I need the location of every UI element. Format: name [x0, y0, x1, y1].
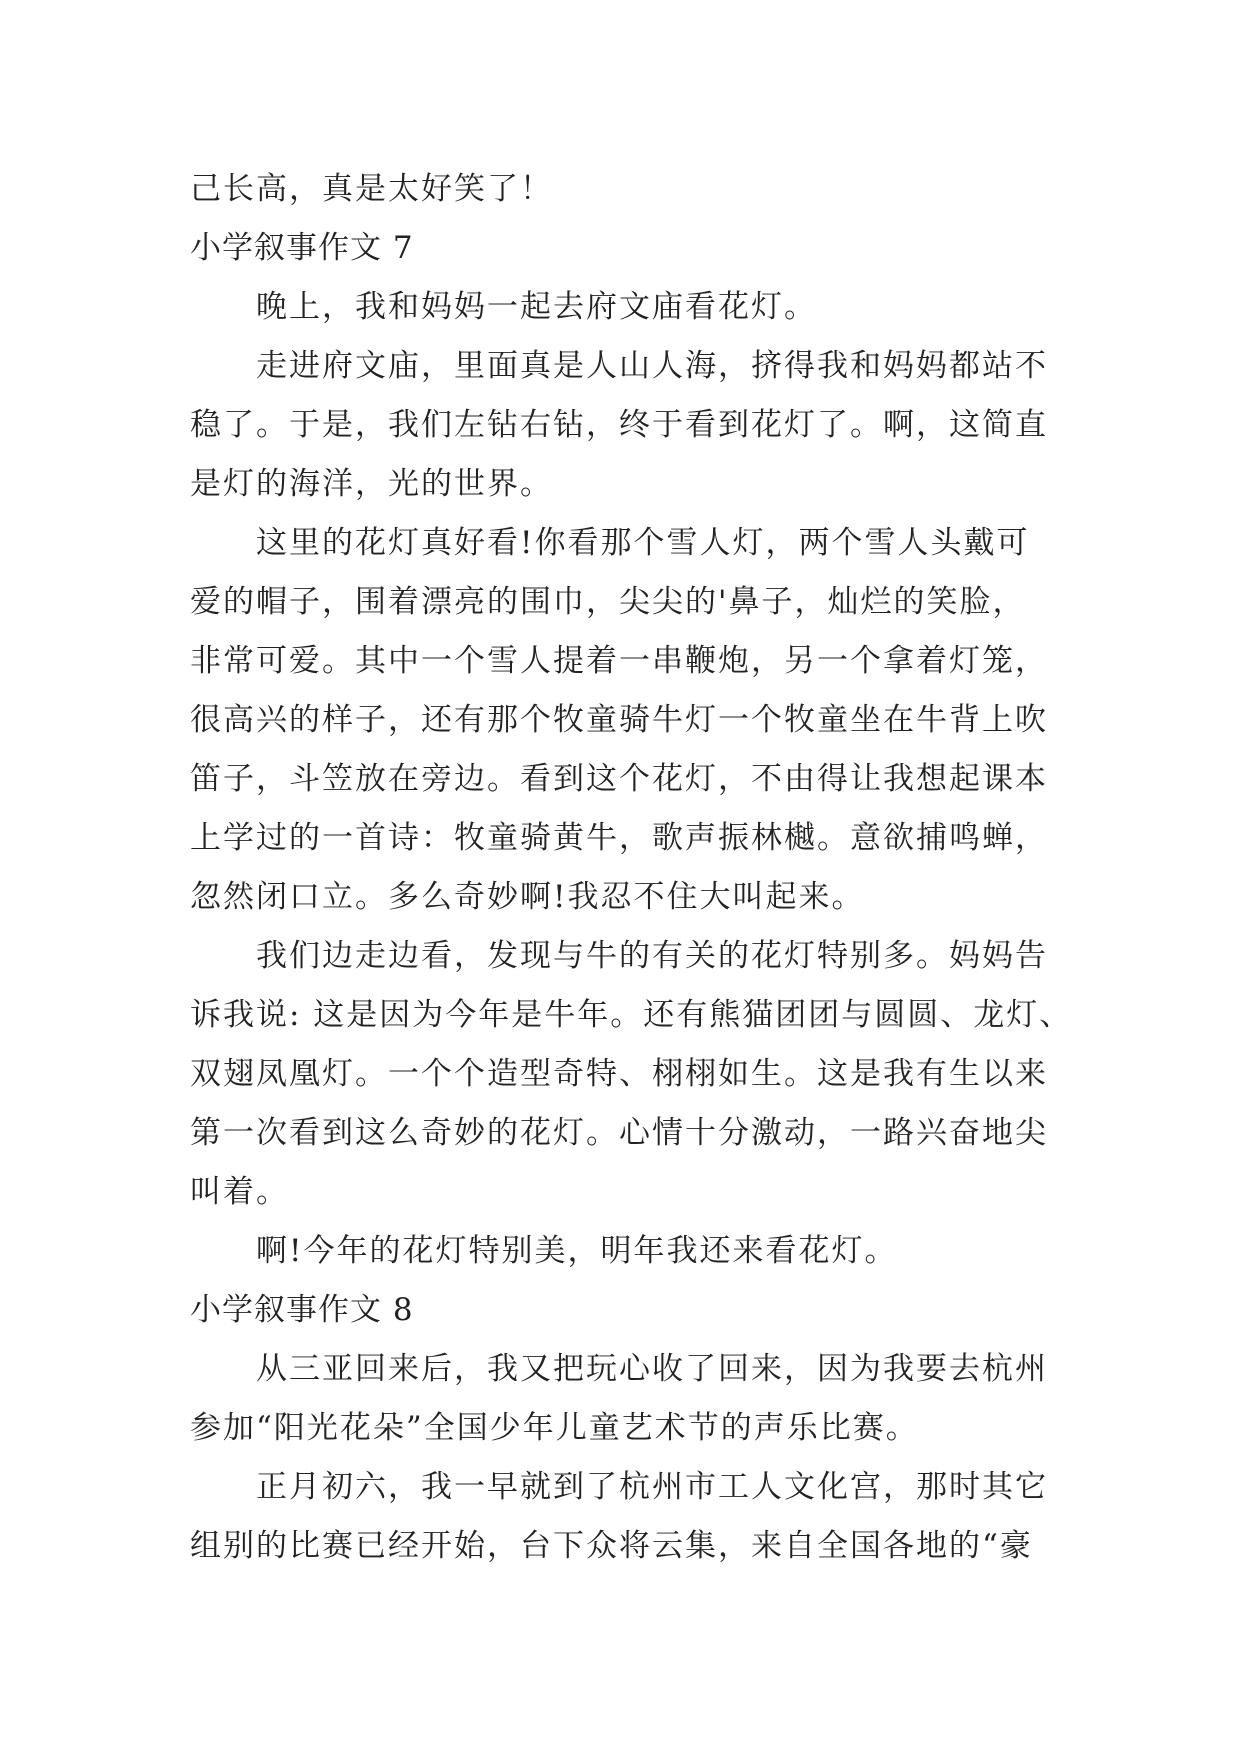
text-line: 很高兴的样子，还有那个牧童骑牛灯一个牧童坐在牛背上吹	[190, 702, 1048, 738]
text-line: 叫着。	[190, 1174, 289, 1210]
text-line: 诉我说: 这是因为今年是牛年。还有熊猫团团与圆圆、龙灯、	[190, 997, 1073, 1033]
section-heading: 小学叙事作文 8	[190, 1292, 414, 1328]
paragraph-start: 我们边走边看，发现与牛的有关的花灯特别多。妈妈告	[256, 938, 1048, 974]
text-line: 组别的比赛已经开始，台下众将云集，来自全国各地的“豪	[190, 1528, 1033, 1564]
paragraph-start: 走进府文庙，里面真是人山人海，挤得我和妈妈都站不	[256, 348, 1048, 384]
paragraph-start: 啊!今年的花灯特别美，明年我还来看花灯。	[256, 1233, 898, 1269]
text-line: 爱的帽子，围着漂亮的围巾，尖尖的'鼻子，灿烂的笑脸，	[190, 584, 1026, 620]
section-heading: 小学叙事作文 7	[190, 230, 414, 266]
text-line: 双翅凤凰灯。一个个造型奇特、栩栩如生。这是我有生以来	[190, 1056, 1048, 1092]
paragraph-start: 晚上，我和妈妈一起去府文庙看花灯。	[256, 289, 817, 325]
paragraph-start: 正月初六，我一早就到了杭州市工人文化宫，那时其它	[256, 1469, 1048, 1505]
text-line: 参加“阳光花朵”全国少年儿童艺术节的声乐比赛。	[190, 1410, 919, 1446]
text-line: 稳了。于是，我们左钻右钻，终于看到花灯了。啊，这简直	[190, 407, 1048, 443]
text-line: 第一次看到这么奇妙的花灯。心情十分激动，一路兴奋地尖	[190, 1115, 1048, 1151]
text-line: 己长高，真是太好笑了！	[190, 171, 553, 207]
text-line: 忽然闭口立。多么奇妙啊!我忍不住大叫起来。	[190, 879, 865, 915]
text-line: 是灯的海洋，光的世界。	[190, 466, 553, 502]
document-page	[190, 160, 1073, 1576]
paragraph-start: 从三亚回来后，我又把玩心收了回来，因为我要去杭州	[256, 1351, 1048, 1387]
paragraph-start: 这里的花灯真好看!你看那个雪人灯，两个雪人头戴可	[256, 525, 1030, 561]
text-line: 上学过的一首诗：牧童骑黄牛，歌声振林樾。意欲捕鸣蝉，	[190, 820, 1048, 856]
text-line: 非常可爱。其中一个雪人提着一串鞭炮，另一个拿着灯笼，	[190, 643, 1048, 679]
text-line: 笛子，斗笠放在旁边。看到这个花灯，不由得让我想起课本	[190, 761, 1048, 797]
